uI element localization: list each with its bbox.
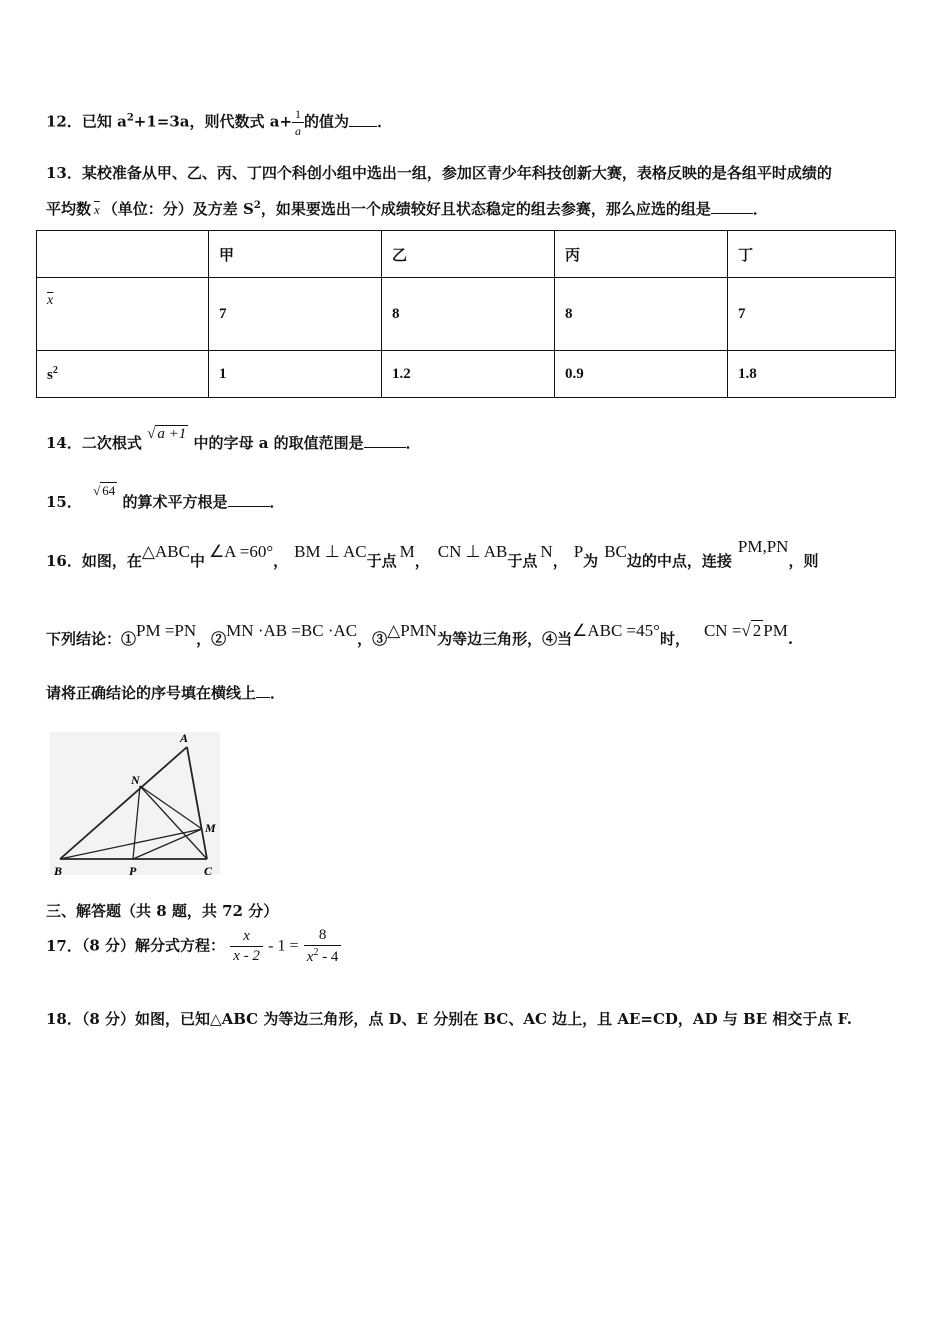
- q16-math: BM ⊥ AC: [294, 542, 367, 561]
- q16-math: △PMN: [387, 621, 438, 640]
- q16-cn-formula: [704, 621, 788, 640]
- table-row-variance: [37, 351, 896, 398]
- q13-number: 13．: [46, 164, 82, 182]
- q16-math: CN ⊥ AB: [437, 542, 508, 561]
- q14-radical: √ a +1: [147, 426, 187, 442]
- table-row-label: [37, 351, 209, 398]
- q13-text-c: ，如果要选出一个成绩较好且状态稳定的组去参赛，那么应选的组是: [260, 200, 711, 218]
- q12-sup: 2: [126, 112, 134, 124]
- q13-xbar: $\overline{x}$: [94, 202, 100, 217]
- section-3-heading: 三、解答题（共 8 题，共 72 分）: [46, 902, 279, 920]
- q14-number: 14．: [46, 434, 82, 452]
- label-b: B: [54, 864, 63, 878]
- label-a: A: [180, 731, 189, 745]
- table-header-cell: 甲: [209, 231, 382, 278]
- q15-radicand: 64: [102, 483, 116, 498]
- table-row-label: [37, 278, 209, 351]
- table-header-cell: 乙: [382, 231, 555, 278]
- q17-frac1-num: x: [243, 928, 250, 944]
- q13-sup: 2: [253, 200, 261, 211]
- question-15: [46, 483, 285, 512]
- q16-math: PM: [763, 621, 788, 640]
- q13-text-line1: 某校准备从甲、乙、丙、丁四个科创小组中选出一组，参加区青少年科技创新大赛，表格反映的是各组平时成绩的: [81, 164, 832, 182]
- q14-end: ．: [405, 434, 421, 452]
- q15-number: 15．: [46, 493, 82, 511]
- table-cell: 8: [382, 278, 555, 351]
- triangle-figure: [46, 728, 226, 880]
- question-16-line1: [46, 537, 819, 571]
- question-18: [46, 1008, 852, 1029]
- q17-frac2-num: 8: [318, 927, 327, 943]
- table-cell: 0.9: [555, 351, 728, 398]
- table-cell: 1: [209, 351, 382, 398]
- table-header-cell: 丙: [555, 231, 728, 278]
- figure-background: [50, 732, 220, 875]
- q16-math: BC: [604, 542, 627, 561]
- q16-math: M: [399, 542, 415, 561]
- q15-text: 的算术平方根是: [122, 493, 228, 511]
- table-cell: 1.8: [728, 351, 896, 398]
- table-cell: 7: [728, 278, 896, 351]
- label-n: N: [131, 773, 140, 787]
- table-header-row: [37, 231, 896, 278]
- q17-number: 17．: [46, 936, 82, 955]
- q16-end: ．: [270, 684, 286, 702]
- label-m: M: [205, 821, 216, 835]
- q14-text-b: 中的字母 a 的取值范围是: [193, 434, 364, 452]
- q14-radicand: a +1: [157, 426, 187, 442]
- table-header-cell: 丁: [728, 231, 896, 278]
- q18-text: （8 分）如图，已知△ABC 为等边三角形，点 D、E 分别在 BC、AC 边上，且 AE=CD，AD 与 BE 相交于点 F.: [81, 1010, 852, 1028]
- q18-number: 18．: [46, 1010, 82, 1028]
- q12-fraction: [292, 108, 304, 137]
- table-header-cell: [37, 231, 209, 278]
- q16-text: 如图，在: [81, 552, 142, 570]
- variance-sup: 2: [52, 364, 58, 376]
- q12-answer-blank[interactable]: [349, 114, 377, 127]
- variance-symbol: s: [47, 366, 53, 383]
- question-16-line2: [46, 621, 794, 649]
- q16-text: 时，: [659, 630, 690, 648]
- q16-text: 于点: [366, 552, 397, 570]
- q16-text: 下列结论：①: [46, 630, 137, 648]
- q16-math: △ABC: [141, 542, 190, 561]
- q16-instruction: 请将正确结论的序号填在横线上: [46, 684, 257, 702]
- q14-answer-blank[interactable]: [364, 435, 406, 448]
- q17-frac2-den-rest: - 4: [318, 949, 339, 965]
- table-cell: 8: [555, 278, 728, 351]
- q16-math: ∠ABC =45°: [572, 621, 660, 640]
- q17-text: （8 分）解分式方程：: [81, 936, 226, 955]
- score-table: [36, 230, 896, 398]
- table-row-mean: [37, 278, 896, 351]
- q16-text: ，: [552, 552, 568, 570]
- q16-number: 16．: [46, 552, 82, 570]
- mean-symbol: $\overline{x}$: [47, 293, 54, 308]
- q17-frac1-den-text: x - 2: [233, 948, 260, 964]
- q16-math: PM,PN: [737, 537, 789, 556]
- q16-text: ，: [273, 552, 289, 570]
- q16-text: .: [787, 630, 794, 648]
- q17-fraction-1: [230, 929, 263, 964]
- table-cell: 7: [209, 278, 382, 351]
- q16-text: ，②: [196, 630, 227, 648]
- q15-answer-blank[interactable]: [228, 494, 270, 507]
- question-16-line3: [46, 682, 285, 703]
- q14-text-a: 二次根式: [81, 434, 142, 452]
- q15-end: ．: [269, 493, 285, 511]
- question-14: [46, 426, 421, 453]
- question-13-line2: [46, 198, 768, 219]
- q12-number: 12．: [46, 112, 82, 131]
- q17-frac2-den: [304, 945, 342, 965]
- q16-text: 为: [583, 552, 599, 570]
- question-13-line1: [46, 162, 832, 183]
- q16-radicand: 2: [752, 621, 762, 640]
- q16-math: N: [540, 542, 553, 561]
- q12-end: ．: [377, 112, 393, 131]
- q12-text-a: 已知 a: [81, 112, 127, 131]
- q16-math: ∠A =60°: [208, 542, 274, 561]
- question-17: [46, 928, 341, 965]
- q16-math: PM =PN: [136, 621, 197, 640]
- q13-text-a: 平均数: [46, 200, 92, 218]
- q13-text-b: （单位：分）及方差 S: [102, 200, 254, 218]
- q16-text: ，则: [788, 552, 819, 570]
- q12-text-b: +1=3a，则代数式 a+: [133, 112, 293, 131]
- q16-sqrt2: √ 2: [741, 621, 762, 640]
- q17-frac2-den-x: x: [306, 949, 314, 965]
- q12-frac-num: 1: [295, 107, 302, 121]
- q17-frac1-den: [230, 946, 263, 964]
- q16-text: 于点: [507, 552, 538, 570]
- q16-text: ，: [414, 552, 430, 570]
- label-p: P: [129, 864, 137, 878]
- q12-frac-den: a: [292, 122, 304, 137]
- q13-end: ．: [752, 200, 768, 218]
- q16-text: 为等边三角形，④当: [437, 630, 573, 648]
- q16-text: 中: [189, 552, 205, 570]
- q12-text-c: 的值为: [304, 112, 350, 131]
- label-c: C: [204, 864, 213, 878]
- q16-math: CN =: [703, 621, 742, 640]
- question-12: [46, 108, 392, 137]
- q16-math: P: [573, 542, 584, 561]
- q17-minus-one: - 1 =: [268, 937, 299, 955]
- q16-math: MN ·AB =BC ·AC: [226, 621, 358, 640]
- q17-frac2-den-sup: 2: [313, 947, 319, 958]
- q17-fraction-2: [304, 928, 342, 965]
- q16-answer-blank[interactable]: [256, 685, 270, 698]
- q16-text: ，③: [357, 630, 388, 648]
- q15-radical: √ 64: [93, 483, 116, 498]
- q16-text: 边的中点，连接: [626, 552, 732, 570]
- table-cell: 1.2: [382, 351, 555, 398]
- q13-answer-blank[interactable]: [711, 201, 753, 214]
